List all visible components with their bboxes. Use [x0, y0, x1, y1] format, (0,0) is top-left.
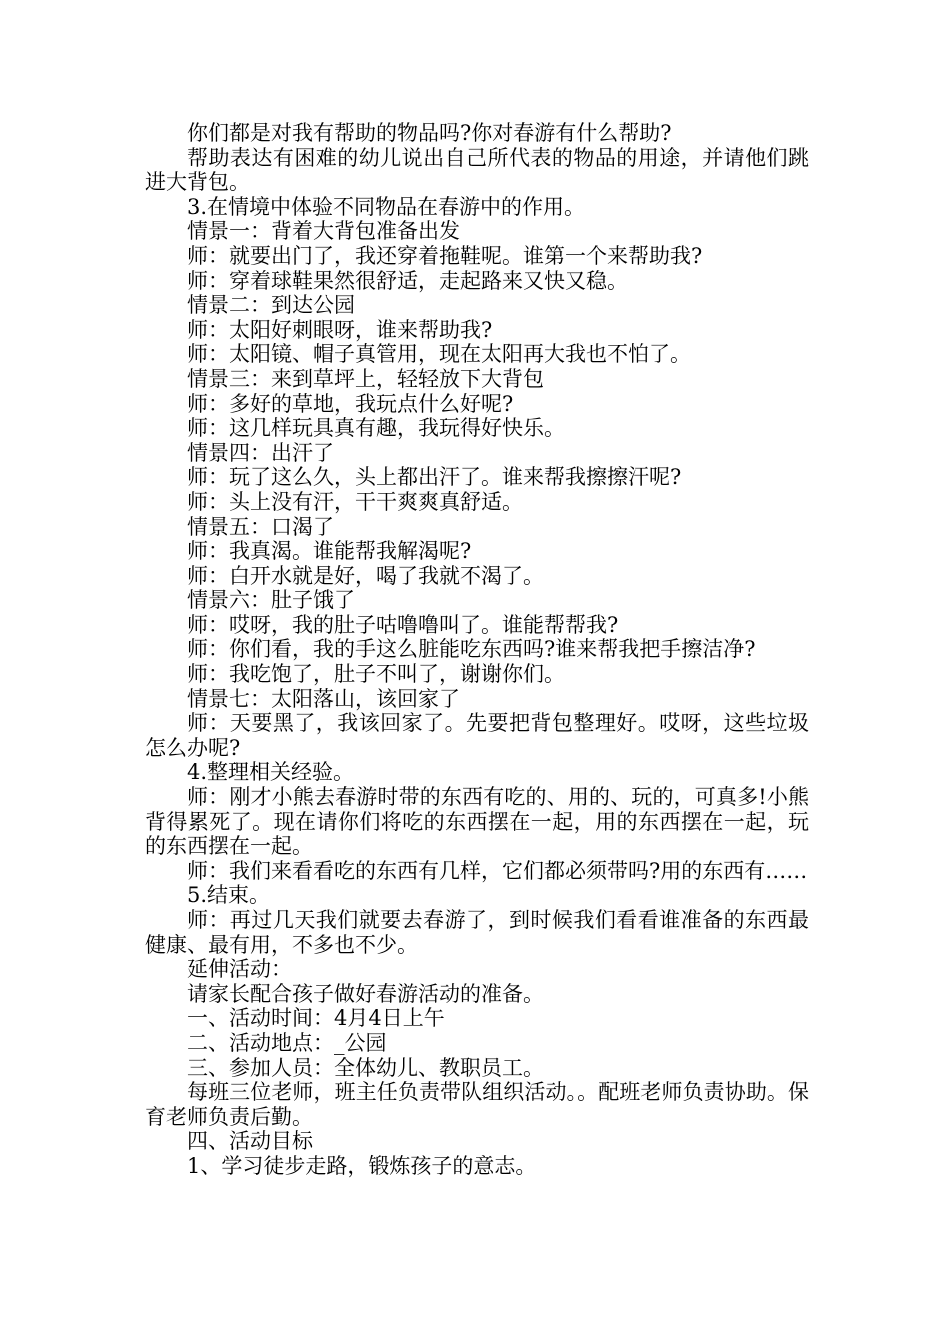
section-heading: 四、活动目标	[187, 1129, 313, 1154]
paragraph: 每班三位老师，班主任负责带队组织活动。。配班老师负责协助。保育老师负责后勤。	[145, 1080, 809, 1129]
paragraph: 师：就要出门了，我还穿着拖鞋呢。谁第一个来帮助我?	[187, 243, 703, 268]
paragraph: 师：再过几天我们就要去春游了，到时候我们看看谁准备的东西最健康、最有用，不多也不少。	[145, 908, 809, 957]
paragraph: 师：玩了这么久，头上都出汗了。谁来帮我擦擦汗呢?	[187, 465, 682, 490]
section-heading: 延伸活动：	[187, 957, 292, 982]
section-heading: 4.整理相关经验。	[187, 760, 355, 785]
paragraph: 师：哎呀，我的肚子咕噜噜叫了。谁能帮帮我?	[187, 612, 619, 637]
section-heading: 3.在情境中体验不同物品在春游中的作用。	[187, 194, 586, 219]
document-page	[145, 121, 809, 1179]
paragraph: 师：我们来看看吃的东西有几样，它们都必须带吗?用的东西有……	[187, 858, 808, 883]
list-item: 三、参加人员：全体幼儿、教职员工。	[187, 1055, 544, 1080]
paragraph: 请家长配合孩子做好春游活动的准备。	[187, 981, 544, 1006]
scene-heading: 情景五：口渴了	[187, 514, 334, 539]
list-item: 1、学习徒步走路，锻炼孩子的意志。	[187, 1153, 537, 1178]
paragraph: 师：我真渴。谁能帮我解渴呢?	[187, 539, 472, 564]
scene-heading: 情景七：太阳落山，该回家了	[187, 686, 460, 711]
paragraph: 师：我吃饱了，肚子不叫了，谢谢你们。	[187, 662, 565, 687]
paragraph: 帮助表达有困难的幼儿说出自己所代表的物品的用途，并请他们跳进大背包。	[145, 145, 809, 195]
paragraph: 师：你们看，我的手这么脏能吃东西吗?谁来帮我把手擦洁净?	[187, 637, 756, 662]
scene-heading: 情景六：肚子饿了	[187, 588, 355, 613]
section-heading: 5.结束。	[187, 883, 271, 908]
paragraph: 师：天要黑了，我该回家了。先要把背包整理好。哎呀，这些垃圾怎么办呢?	[145, 711, 809, 760]
paragraph: 师：穿着球鞋果然很舒适，走起路来又快又稳。	[187, 268, 628, 293]
list-item: 二、活动地点：_公园	[187, 1030, 387, 1055]
scene-heading: 情景二：到达公园	[187, 293, 355, 318]
scene-heading: 情景三：来到草坪上，轻轻放下大背包	[187, 366, 544, 391]
scene-heading: 情景四：出汗了	[187, 440, 334, 465]
paragraph: 师：这几样玩具真有趣，我玩得好快乐。	[187, 416, 565, 441]
paragraph: 师：白开水就是好，喝了我就不渴了。	[187, 563, 544, 588]
paragraph: 师：太阳好刺眼呀，谁来帮助我?	[187, 317, 493, 342]
paragraph: 师：多好的草地，我玩点什么好呢?	[187, 391, 514, 416]
paragraph: 师：太阳镜、帽子真管用，现在太阳再大我也不怕了。	[187, 342, 691, 367]
paragraph: 你们都是对我有帮助的物品吗?你对春游有什么帮助?	[187, 121, 672, 145]
paragraph: 师：刚才小熊去春游时带的东西有吃的、用的、玩的，可真多!小熊背得累死了。现在请你们将吃的东西摆在一起，用的东西摆在一起，玩的东西摆在一起。	[145, 785, 809, 859]
scene-heading: 情景一：背着大背包准备出发	[187, 219, 460, 244]
paragraph: 师：头上没有汗，干干爽爽真舒适。	[187, 489, 523, 514]
list-item: 一、活动时间：4月4日上午	[187, 1006, 445, 1031]
